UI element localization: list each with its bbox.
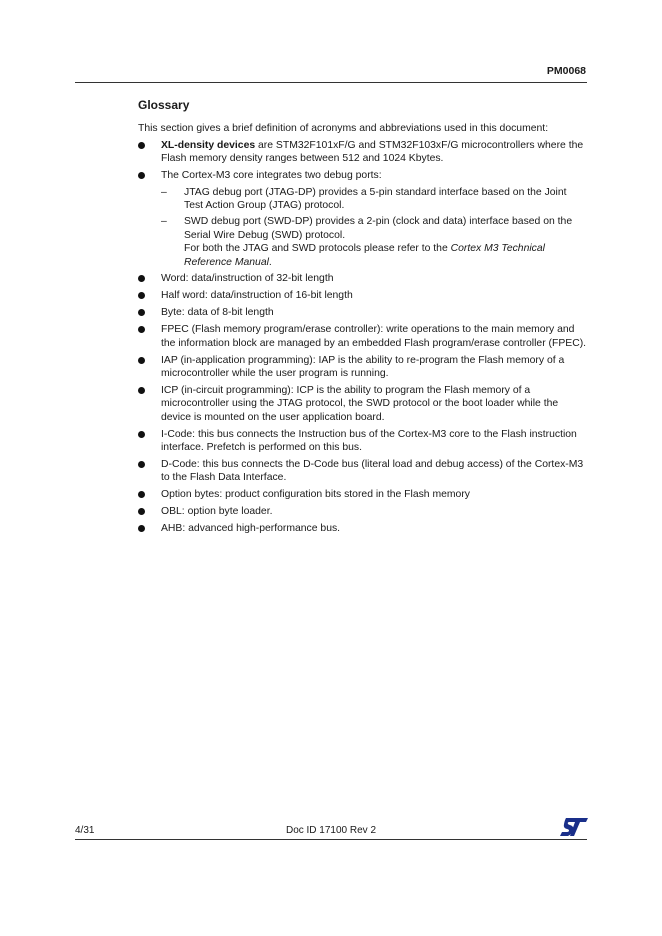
list-item-obl — [138, 505, 588, 518]
bullet-icon — [138, 292, 145, 299]
definition-iap: IAP (in-application programming): IAP is the ability to re-program the Flash memory of a microcontroller while the user program is running. — [161, 354, 565, 379]
bullet-icon — [138, 142, 145, 149]
header-divider — [75, 82, 587, 83]
glossary-section — [138, 99, 588, 539]
intro-text: This section gives a brief definition of acronyms and abbreviations used in this document: — [138, 123, 549, 135]
list-item-ahb — [138, 522, 588, 535]
list-item-i-code — [138, 428, 588, 455]
bullet-icon — [138, 461, 145, 468]
list-item-fpec — [138, 323, 588, 350]
definition-d-code: D-Code: this bus connects the D-Code bus (literal load and debug access) of the Cortex-M3 to the Flash Data Interface. — [161, 458, 584, 484]
st-logo-icon — [560, 818, 588, 843]
definition-jtag: JTAG debug port (JTAG-DP) provides a 5-pin standard interface based on the Joint Test Action Group (JTAG) protocol. — [184, 186, 567, 211]
document-revision: Doc ID 17100 Rev 2 — [285, 825, 377, 836]
definition-cortex-m3: The Cortex-M3 core integrates two debug ports: — [161, 170, 382, 182]
definition-option-bytes: Option bytes: product configuration bits stored in the Flash memory — [161, 489, 470, 501]
bullet-icon — [138, 508, 145, 515]
page-number: 4/31 — [75, 825, 95, 836]
list-item-iap — [138, 354, 588, 381]
bullet-icon — [138, 172, 145, 179]
reference-manual-title: Cortex M3 Technical Reference Manual — [184, 243, 545, 268]
sublist-item-jtag — [161, 186, 588, 213]
bullet-icon — [138, 357, 145, 364]
sublist-item-swd — [161, 215, 588, 269]
definition-icp: ICP (in-circuit programming): ICP is the ability to program the Flash memory of a microcontroller using the JTAG protocol, the SWD protocol or the boot loader while the device is mounted on the user application board. — [161, 384, 559, 423]
definition-ahb: AHB: advanced high-performance bus. — [161, 522, 341, 534]
definition-swd: SWD debug port (SWD-DP) provides a 2-pin (clock and data) interface based on the Serial Wire Debug (SWD) protocol. — [184, 216, 573, 241]
protocol-reference-suffix: . — [268, 256, 272, 268]
dash-icon: – — [161, 186, 167, 198]
bullet-icon — [138, 326, 145, 333]
list-item-byte — [138, 306, 588, 319]
list-item-word — [138, 272, 588, 285]
bullet-icon — [138, 387, 145, 394]
dash-icon: – — [161, 216, 167, 228]
definition-fpec: FPEC (Flash memory program/erase controller): write operations to the main memory and the information block are managed by an embedded Flash program/erase controller (FPEC). — [161, 324, 587, 349]
list-item-cortex-m3 — [138, 169, 588, 269]
list-item-option-bytes — [138, 488, 588, 501]
definition-i-code: I-Code: this bus connects the Instruction bus of the Cortex-M3 core to the Flash instruction interface. Prefetch is performed on this bus. — [161, 428, 577, 453]
definition-word: Word: data/instruction of 32-bit length — [161, 273, 334, 285]
list-item-xl-density — [138, 139, 588, 166]
definition-half-word: Half word: data/instruction of 16-bit length — [161, 290, 353, 302]
document-id: PM0068 — [546, 65, 586, 77]
list-item-icp — [138, 384, 588, 424]
list-item-half-word — [138, 289, 588, 302]
bullet-icon — [138, 525, 145, 532]
definition-obl: OBL: option byte loader. — [161, 506, 273, 518]
definition-xl-density: are STM32F101xF/G and STM32F103xF/G microcontrollers where the Flash memory density ranges between 512 and 1024 Kbytes. — [161, 139, 584, 165]
bullet-icon — [138, 491, 145, 498]
term-xl-density: XL-density devices — [161, 139, 256, 151]
bullet-icon — [138, 275, 145, 282]
glossary-list — [138, 139, 588, 536]
list-item-d-code — [138, 458, 588, 485]
debug-ports-sublist — [161, 186, 588, 269]
footer-divider — [75, 839, 587, 840]
bullet-icon — [138, 309, 145, 316]
section-heading: Glossary — [138, 98, 190, 112]
bullet-icon — [138, 431, 145, 438]
protocol-reference-prefix: For both the JTAG and SWD protocols please refer to the — [184, 243, 451, 255]
definition-byte: Byte: data of 8-bit length — [161, 307, 274, 319]
